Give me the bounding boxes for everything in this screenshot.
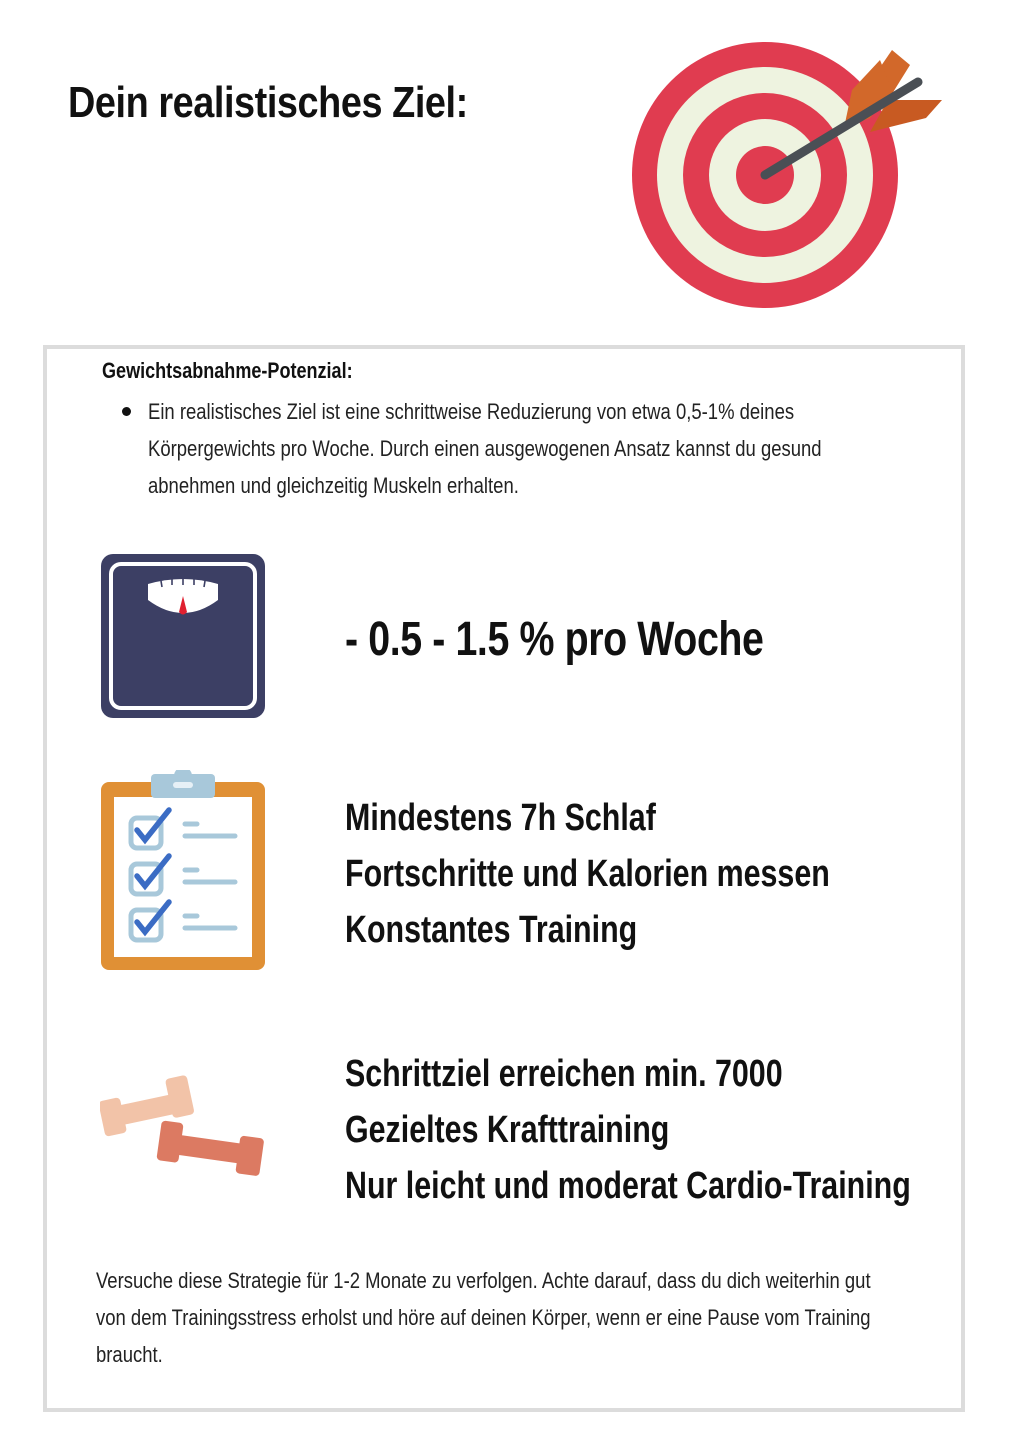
weekly-rate: - 0.5 - 1.5 % pro Woche [345,613,764,666]
bathroom-scale-icon [101,554,265,718]
list-item: Mindestens 7h Schlaf [345,797,656,839]
clipboard-checklist-icon [101,770,265,970]
footer-note: Versuche diese Strategie für 1-2 Monate zu verfolgen. Achte darauf, dass du dich weiterhin gut von dem Trainingsstress erholst und höre auf deinen Körper, wenn er eine Pause vom Training braucht. [96,1268,871,1367]
habits-list [345,790,951,958]
target-arrow-icon [630,40,950,310]
list-item: Nur leicht und moderat Cardio-Training [345,1165,911,1207]
dumbbells-icon [100,1070,270,1180]
list-item: Gezieltes Krafttraining [345,1109,670,1151]
list-item: Schrittziel erreichen min. 7000 [345,1053,783,1095]
list-item: Konstantes Training [345,909,638,951]
page-title: Dein realistisches Ziel: [68,78,468,127]
training-list [345,1046,1018,1214]
bullet-item: Ein realistisches Ziel ist eine schrittweise Reduzierung von etwa 0,5-1% deines Körpergewichts pro Woche. Durch einen ausgewogenen Ansatz kannst du gesund abnehmen und gleichzeitig Muskeln erhalten. [120,393,920,504]
section-heading: Gewichtsabnahme-Potenzial: [102,358,353,383]
list-item: Fortschritte und Kalorien messen [345,853,830,895]
bullet-list [120,393,920,504]
